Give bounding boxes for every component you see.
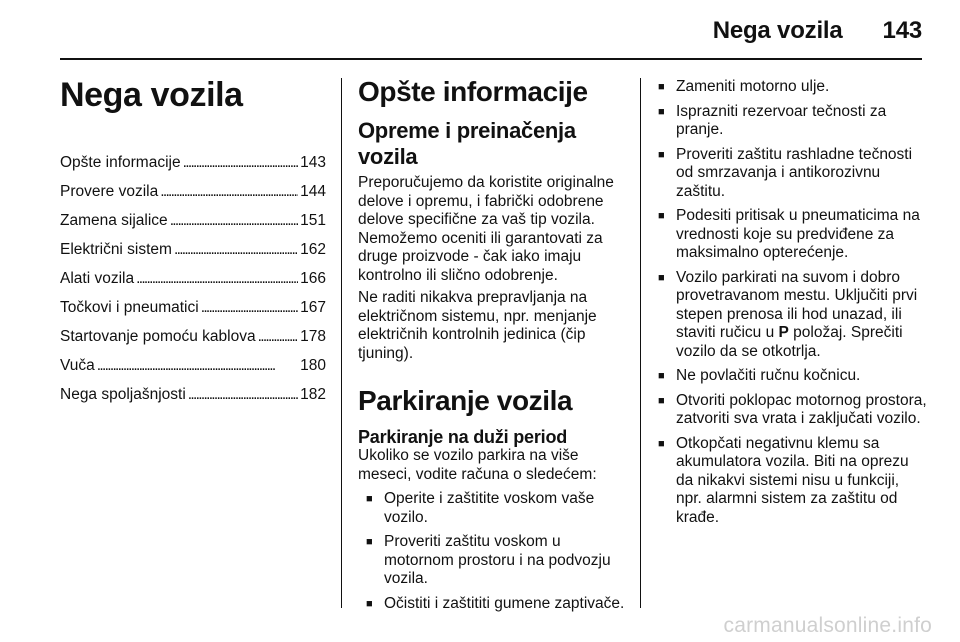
toc-leader [170,211,298,240]
middle-column [358,72,628,619]
list-item: ■ Otvoriti poklopac motornog prostora, zatvoriti sva vrata i zaključati vozilo. [658,392,928,429]
toc-leader [136,269,298,298]
toc-entry[interactable] [60,298,326,327]
section-heading-parking: Parkiranje vozila [358,385,573,416]
list-item-text: položaj. Sprečiti vozilo da se otkotrlja. [676,324,903,360]
chapter-title: Nega vozila [60,76,243,114]
toc-entry-title: Provere vozila [60,183,159,200]
toc-leader [160,182,298,211]
toc-entry-page: 143 [300,154,326,171]
toc-entry[interactable] [60,211,326,240]
toc-entry-title: Nega spoljašnjosti [60,386,186,403]
toc-entry-title: Startovanje pomoću kablova [60,328,256,345]
list-item-text: Vozilo parkirati na suvom i dobro provetravanom mestu. Uključiti prvi stepen prenosa ili hod unazad, ili staviti ručicu u [676,268,918,341]
running-head [713,14,922,48]
right-column [658,78,928,533]
toc-entry-page: 151 [300,212,326,229]
list-item: ■ Zameniti motorno ulje. [658,78,928,97]
toc-entry[interactable] [60,269,326,298]
gear-position-p: P [778,324,789,341]
toc-entry-page: 166 [300,270,326,287]
page-number: 143 [882,17,922,44]
toc-leader [183,153,299,182]
toc-entry-page: 182 [300,386,326,403]
column-divider-1 [341,78,342,608]
toc-column [60,72,326,414]
toc-entry-page: 167 [300,299,326,316]
toc-entry[interactable] [60,153,326,182]
toc-entry[interactable] [60,240,326,269]
toc-entry-title: Električni sistem [60,241,172,258]
list-item: ■ Isprazniti rezervoar tečnosti za pranje. [658,103,928,140]
toc-entry-title: Alati vozila [60,270,135,287]
toc-entry-title: Vuča [60,357,95,374]
list-item: ■ Otkopčati negativnu klemu sa akumulatora vozila. Biti na oprezu da nikakvi sistemi nisu u funkciji, npr. alarmni sistem za zaštitu od krađe. [658,435,928,528]
column-divider-2 [640,78,641,608]
header-rule [60,58,922,60]
list-item: ■ Očistiti i zaštititi gumene zaptivače. [366,595,628,614]
toc-leader [97,356,298,385]
toc-entry[interactable] [60,356,326,385]
toc-entry-title: Zamena sijalice [60,212,168,229]
list-item: ■ Ne povlačiti ručnu kočnicu. [658,367,928,386]
list-item: ■ Podesiti pritisak u pneumaticima na vrednosti koje su predviđene za maksimalno opterećenje. [658,207,928,263]
toc-entry-title: Opšte informacije [60,154,181,171]
toc-entry-page: 178 [300,328,326,345]
toc-entry[interactable] [60,327,326,356]
paragraph-parking-intro: Ukoliko se vozilo parkira na više meseci, vodite računa o sledećem: [358,447,597,483]
toc-entry[interactable] [60,182,326,211]
list-item: ■ Proveriti zaštitu voskom u motornom prostoru i na podvozju vozila. [366,533,628,589]
toc-leader [174,240,298,269]
paragraph-original-parts: Preporučujemo da koristite originalne delove i opremu, i fabrički odobrene delove specifične za vaš tip vozila. Nemožemo oceniti ili garantovati za druge proizvode - čak iako imaju kontrolno ili slično odobrenje. [358,174,614,284]
watermark: carmanualsonline.info [723,614,932,637]
subheading-long-term: Parkiranje na duži period [358,427,568,447]
toc-leader [201,298,298,327]
parking-list-continued [658,78,928,527]
list-item: ■ Proveriti zaštitu rashladne tečnosti od smrzavanja i antikorozivnu zaštitu. [658,146,928,202]
toc-entry-page: 180 [300,357,326,374]
toc-leader [258,327,299,356]
paragraph-electrical: Ne raditi nikakva prepravljanja na električnom sistemu, npr. menjanje električnih kontrolnih jedinica (čip tjuning). [358,289,597,362]
toc-entry-page: 162 [300,241,326,258]
parking-list [366,490,628,613]
toc-leader [188,385,298,414]
list-item: ■ Operite i zaštitite voskom vaše vozilo. [366,490,628,527]
subheading-equipment: Opreme i preinačenja vozila [358,118,576,169]
toc-entry-title: Točkovi i pneumatici [60,299,199,316]
toc-entry[interactable] [60,385,326,414]
running-head-section: Nega vozila [712,17,843,44]
toc-entry-page: 144 [300,183,326,200]
table-of-contents [60,153,326,414]
section-heading-general: Opšte informacije [358,76,588,107]
list-item [658,269,928,362]
